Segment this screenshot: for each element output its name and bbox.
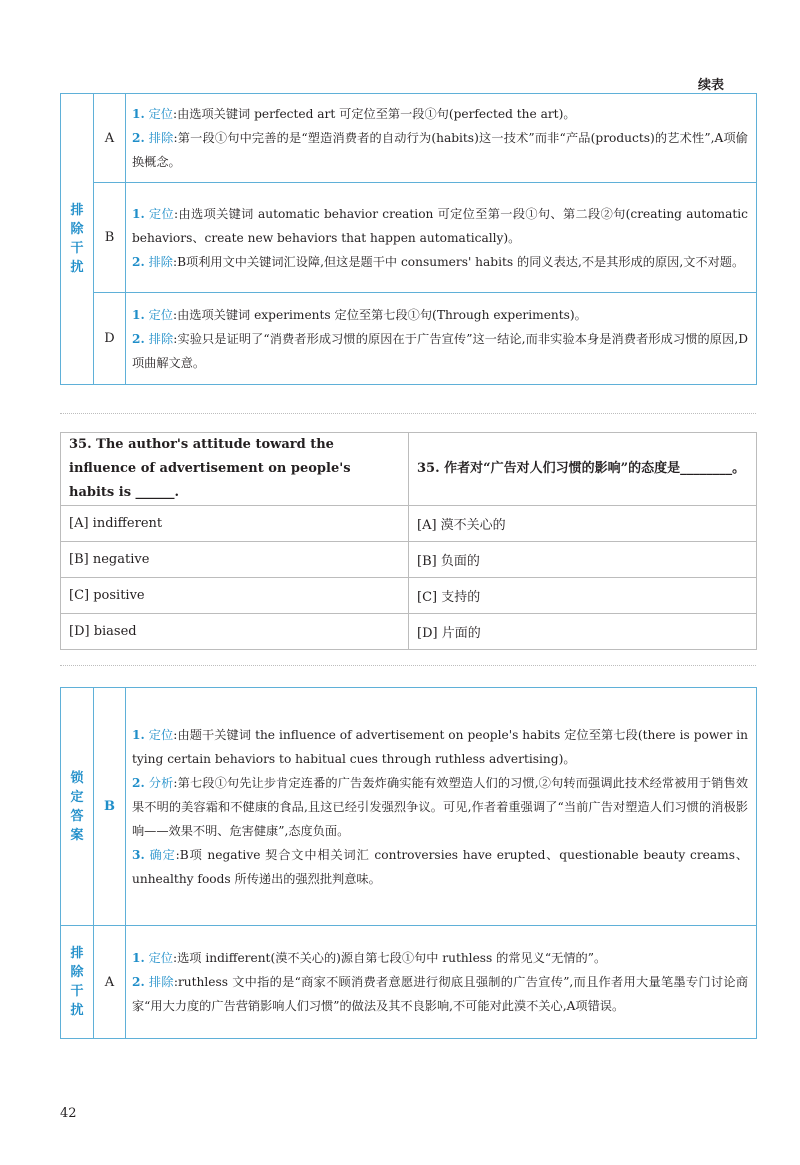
item-text: :第七段①句先让步肯定连番的广告轰炸确实能有效塑造人们的习惯,②句转而强调此技术经常被用于销售效果不明的美容霜和不健康的食品,且这已经引发强烈争议。可见,作者着重强调了“当前广告对塑造人们习惯的消极影响——效果不明、危害健康”,态度负面。	[132, 775, 749, 838]
option-letter: A	[94, 926, 126, 1039]
option-en: [A] indifferent	[61, 506, 409, 542]
item-text: :由选项关键词 perfected art 可定位至第一段①句(perfected the art)。	[172, 107, 576, 121]
item-text: :由题干关键词 the influence of advertisement on people's habits 定位至第七段(there is power in tying certain behaviors to habitual cues through ruthless advertising)。	[132, 727, 749, 766]
table-row	[61, 293, 757, 385]
distractor-group-label: 排除干扰	[61, 926, 94, 1039]
item-tag: 定位	[148, 206, 175, 221]
item-number: 1.	[132, 951, 145, 965]
item-tag: 排除	[148, 131, 174, 145]
table-row	[61, 506, 757, 542]
item-number: 1.	[132, 107, 145, 121]
item-number: 3.	[132, 847, 145, 862]
section-divider	[60, 665, 756, 666]
explanation-cell	[126, 183, 757, 293]
table-row	[61, 94, 757, 183]
item-text: :B项 negative 契合文中相关词汇 controversies have erupted、questionable beauty creams、unhealthy foods 所传递出的强烈批判意味。	[132, 847, 749, 886]
item-text: :由选项关键词 automatic behavior creation 可定位至第一段①句、第二段②句(creating automatic behaviors、create new behaviors that happen automatically)。	[132, 206, 749, 245]
option-letter: D	[94, 293, 126, 385]
item-number: 2.	[132, 331, 145, 346]
item-tag: 定位	[148, 107, 173, 121]
table-row	[61, 614, 757, 650]
table-row	[61, 688, 757, 926]
option-letter: A	[94, 94, 126, 183]
option-zh: [D] 片面的	[409, 614, 757, 650]
question-en: 35. The author's attitude toward the influence of advertisement on people's habits is ______.	[61, 433, 409, 506]
item-number: 1.	[132, 206, 145, 221]
item-text: :ruthless 文中指的是“商家不顾消费者意愿进行彻底且强制的广告宣传”,而且作者用大量笔墨专门讨论商家“用大力度的广告营销影响人们习惯”的做法及其不良影响,不可能对此漠不关心,A项错误。	[132, 975, 749, 1013]
question-zh: 35. 作者对“广告对人们习惯的影响”的态度是________。	[409, 433, 757, 506]
item-number: 2.	[132, 254, 145, 269]
option-en: [D] biased	[61, 614, 409, 650]
answer-option-letter: B	[94, 688, 126, 926]
item-tag: 定位	[148, 727, 174, 742]
table-row	[61, 926, 757, 1039]
item-number: 1.	[132, 727, 145, 742]
explanation-cell	[126, 293, 757, 385]
item-tag: 排除	[148, 331, 174, 346]
item-tag: 分析	[148, 775, 174, 790]
option-zh: [C] 支持的	[409, 578, 757, 614]
item-tag: 定位	[148, 307, 173, 322]
answer-table-35	[60, 687, 757, 1039]
item-number: 2.	[132, 975, 145, 989]
continued-label: 续表	[697, 78, 724, 93]
item-number: 2.	[132, 775, 145, 790]
table-row	[61, 578, 757, 614]
option-en: [C] positive	[61, 578, 409, 614]
section-divider	[60, 413, 756, 414]
item-tag: 排除	[148, 254, 173, 269]
table-row	[61, 433, 757, 506]
explanation-cell	[126, 94, 757, 183]
item-tag: 定位	[148, 951, 173, 965]
option-zh: [A] 漠不关心的	[409, 506, 757, 542]
distractor-table-34	[60, 93, 757, 385]
question-table	[60, 432, 757, 650]
item-text: :第一段①句中完善的是“塑造消费者的自动行为(habits)这一技术”而非“产品(products)的艺术性”,A项偷换概念。	[132, 131, 748, 169]
explanation-cell	[126, 926, 757, 1039]
item-text: :B项利用文中关键词汇设障,但这是题干中 consumers' habits 的同义表达,不是其形成的原因,文不对题。	[172, 254, 745, 269]
item-text: :实验只是证明了“消费者形成习惯的原因在于广告宣传”这一结论,而非实验本身是消费者形成习惯的原因,D项曲解文意。	[132, 331, 748, 370]
item-text: :由选项关键词 experiments 定位至第七段①句(Through experiments)。	[172, 307, 587, 322]
item-text: :选项 indifferent(漠不关心的)源自第七段①句中 ruthless 的常见义“无情的”。	[172, 951, 607, 965]
answer-group-label: 锁定答案	[61, 688, 94, 926]
explanation-cell	[126, 688, 757, 926]
item-tag: 排除	[148, 975, 174, 989]
table-row	[61, 183, 757, 293]
table-row	[61, 542, 757, 578]
group-label: 排除干扰	[61, 94, 94, 385]
item-tag: 确定	[149, 847, 176, 862]
option-en: [B] negative	[61, 542, 409, 578]
item-number: 2.	[132, 131, 145, 145]
page-number: 42	[60, 1106, 77, 1121]
option-zh: [B] 负面的	[409, 542, 757, 578]
item-number: 1.	[132, 307, 145, 322]
option-letter: B	[94, 183, 126, 293]
